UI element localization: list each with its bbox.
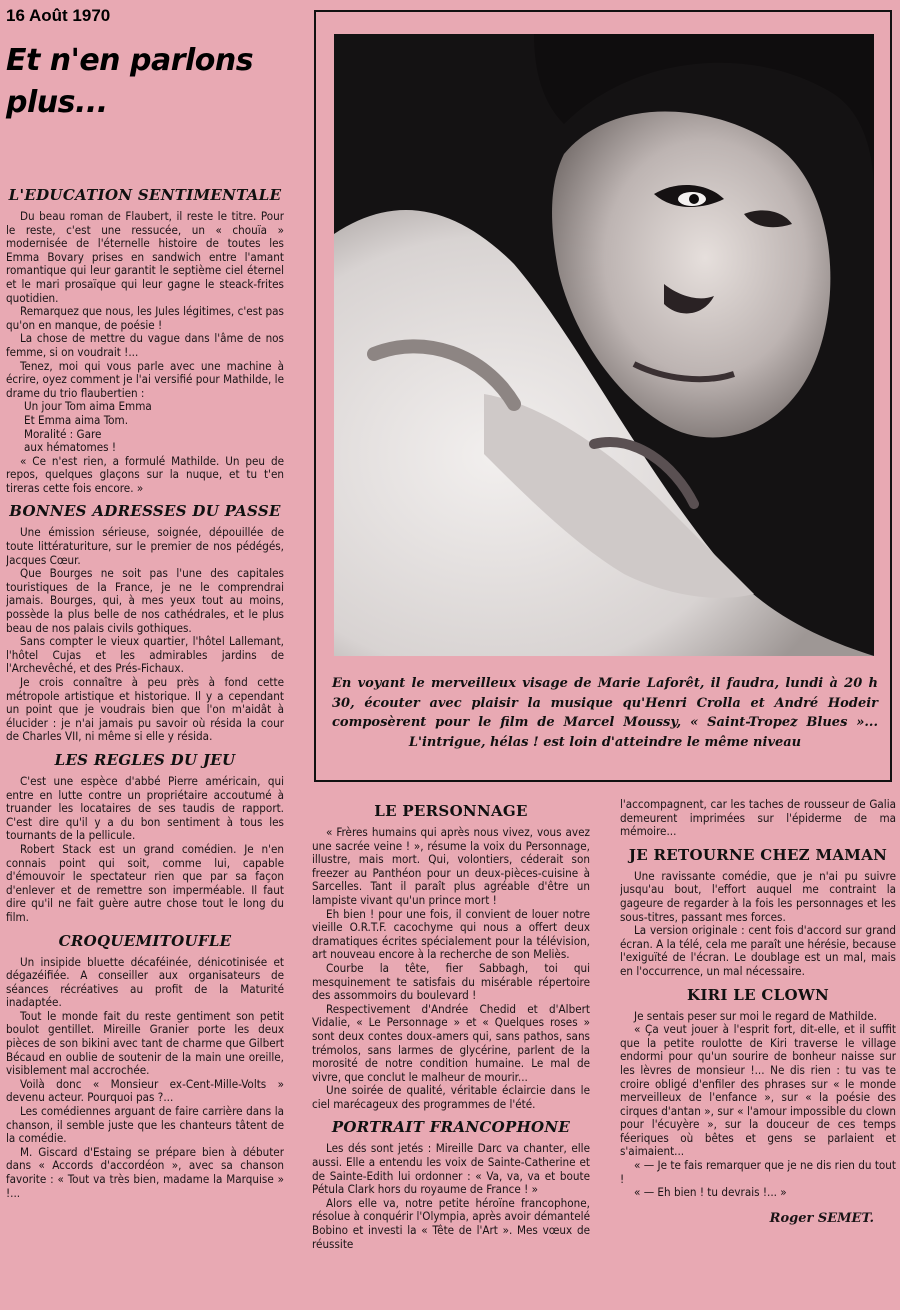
- verse-line: Un jour Tom aima Emma: [24, 399, 152, 414]
- publication-date: 16 Août 1970: [6, 6, 111, 25]
- paragraph: Une émission sérieuse, soignée, dépouillée de toute littératuriture, sur le premier de nos pédégés, Jacques Cœur.: [6, 525, 284, 567]
- paragraph: La version originale : cent fois d'accord sur grand écran. A la télé, cela me paraît une hérésie, because l'exiguïté de l'écran. Le doublage est un mal, mais en l'occurrence, un mal nécessaire.: [620, 923, 896, 978]
- section-title-je-retourne-chez-maman: JE RETOURNE CHEZ MAMAN: [628, 845, 888, 864]
- paragraph: Les comédiennes arguant de faire carrière dans la chanson, il semble juste que les chanteurs tâtent de la comédie.: [6, 1104, 284, 1146]
- paragraph: Respectivement d'Andrée Chedid et d'Albert Vidalie, « Le Personnage » et « Quelques roses » sont deux contes doux-amers qui, sans pathos, sans trémolos, sans larmes de glycérine, parlent de la morosité de notre condition humaine. Le mal de vivre, que conclut le malheur de mourir...: [312, 1001, 590, 1084]
- paragraph: Voilà donc « Monsieur ex-Cent-Mille-Volts » devenu acteur. Pourquoi pas ?...: [6, 1076, 284, 1105]
- paragraph: Tout le monde fait du reste gentiment son petit boulot gentillet. Mireille Granier porte les deux pièces de son bikini avec tant de charme que Gilbert Bécaud en oublie de soutenir de la main une oreille, visiblement mal accrochée.: [6, 1008, 284, 1078]
- section-title-education: L'EDUCATION SENTIMENTALE: [8, 186, 282, 204]
- photo-caption: En voyant le merveilleux visage de Marie Laforêt, il faudra, lundi à 20 h 30, écouter avec plaisir la musique qu'Henri Crolla et André Hodeir composèrent pour le film de Marcel Moussy, « Saint-Tropez Blues »... L'intrigue, hélas ! est loin d'atteindre le même niveau: [332, 676, 878, 750]
- column-left: [6, 182, 284, 1310]
- paragraph: « Ça veut jouer à l'esprit fort, dit-elle, et il suffit que la petite roulotte de Kiri traverse le village endormi pour qu'un sourire de bonheur naisse sur les lèvres de monsieur !... Ne dis rien : tu vas te croire obligé d'enfiler des phrases sur « le monde merveilleux de l'enfance », sur « la poésie des cirques d'antan », sur « l'amour impossible du clown pour l'écuyère », sur la douceur de ces temps féeriques où bêtes et gens se parlaient et s'aimaient...: [620, 1022, 896, 1159]
- paragraph: Les dés sont jetés : Mireille Darc va chanter, elle aussi. Elle a entendu les voix de Sainte-Catherine et de Sainte-Edith lui ordonner : « Va, va, va et boute Pétula Clark hors du royaume de France ! »: [312, 1141, 590, 1197]
- paragraph: Alors elle va, notre petite héroïne francophone, résolue à conquérir l'Olympia, après avoir démantelé Bobino et investi la « Tête de l'Art ». Mes vœux de réussite: [312, 1195, 590, 1251]
- paragraph: Tenez, moi qui vous parle avec une machine à écrire, oyez comment je l'ai versifié pour Mathilde, le drame du trio flaubertien :: [6, 358, 284, 400]
- section-title-le-personnage: LE PERSONNAGE: [374, 802, 528, 820]
- paragraph: Je sentais peser sur moi le regard de Mathilde.: [634, 1008, 877, 1023]
- photo-box: [314, 10, 892, 782]
- paragraph: Du beau roman de Flaubert, il reste le titre. Pour le reste, c'est une ressucée, un « chouïa » modernisée de l'éternelle histoire de toutes les Emma Bovary prises en sandwich entre l'amant romantique qui leur garantit le septième ciel éternel et le mari prosaïque qui leur gagne le steack-frites quotidien.: [6, 209, 284, 305]
- portrait-photo: [334, 34, 874, 656]
- column-middle: [312, 798, 590, 1310]
- section-title-croquemitoufle: CROQUEMITOUFLE: [58, 931, 232, 950]
- paragraph: Je crois connaître à peu près à fond cette métropole artistique et historique. Il y a cependant un point que je voudrais bien que l'on m'aidât à élucider : je n'ai jamais pu savoir où résida la cour de Charles VII, ni même si elle y résida.: [6, 675, 284, 744]
- page-headline: Et n'en parlons plus...: [6, 43, 254, 120]
- verse-line: Et Emma aima Tom.: [24, 412, 129, 427]
- section-title-portrait-francophone: PORTRAIT FRANCOPHONE: [331, 1118, 571, 1137]
- paragraph: Sans compter le vieux quartier, l'hôtel Lallemant, l'hôtel Cujas et les admirables jardins de l'Archevêché, et des Prés-Fichaux.: [6, 634, 284, 676]
- paragraph: La chose de mettre du vague dans l'âme de nos femme, si on voudrait !...: [6, 331, 284, 359]
- paragraph: « Ce n'est rien, a formulé Mathilde. Un peu de repos, quelques glaçons sur la nuque, et tu t'en tireras cette fois encore. »: [6, 453, 284, 495]
- column-right: [620, 798, 896, 1310]
- verse-line: Moralité : Gare: [24, 426, 102, 441]
- paragraph: Une ravissante comédie, que je n'ai pu suivre jusqu'au bout, l'effort auquel me contraint la gageure de regarder à la fois les personnages et les sous-titres, passant mes forces.: [620, 868, 896, 924]
- paragraph: « — Eh bien ! tu devrais !... »: [634, 1185, 787, 1200]
- paragraph: « Frères humains qui après nous vivez, vous avez une sacrée veine ! », résume la voix du Personnage, illustre, mais mort. Qui, volontiers, céderait son freezer au Panthéon pour un deux-pièces-cuisine à Sarcelles. Tant il paraît plus agréable d'être un lampiste vivant qu'un prince mort !: [312, 825, 590, 907]
- paragraph: Robert Stack est un grand comédien. Je n'en connais point qui soit, comme lui, capable d'émouvoir le spectateur rien que par sa façon d'enlever et de remettre son imperméable. Il faut dire qu'il ne fait guère autre chose tout le long du film.: [6, 841, 284, 924]
- paragraph: Remarquez que nous, les Jules légitimes, c'est pas qu'on en manque, de poésie !: [6, 304, 284, 332]
- paragraph: Courbe la tête, fier Sabbagh, toi qui mesquinement te satisfais du misérable répertoire des assommoirs du boulevard !: [312, 960, 590, 1003]
- paragraph: Une soirée de qualité, véritable éclaircie dans le ciel marécageux des programmes de l'été.: [312, 1083, 590, 1111]
- section-title-kiri-le-clown: KIRI LE CLOWN: [687, 985, 829, 1004]
- verse-line: aux hématomes !: [24, 440, 117, 455]
- paragraph: Eh bien ! pour une fois, il convient de louer notre vieille O.R.T.F. cacochyme qui nous a offert deux dramatiques écrites spécialement pour la télévision, art nouveau encore à la recherche de son Meliès.: [312, 906, 590, 962]
- section-title-regles-du-jeu: LES REGLES DU JEU: [54, 750, 236, 769]
- author-signature: Roger SEMET.: [769, 1210, 874, 1226]
- paragraph: C'est une espèce d'abbé Pierre américain, qui entre en lutte contre un propriétaire accoutumé à truander les locataires de ses taudis de rapport. C'est dire qu'il y a du bon sentiment à tous les tournants de la pellicule.: [6, 773, 284, 843]
- paragraph: M. Giscard d'Estaing se prépare bien à débuter dans « Accords d'accordéon », avec sa chanson favorite : « Tout va très bien, madame la Marquise » !...: [6, 1144, 284, 1200]
- section-title-bonnes-adresses: BONNES ADRESSES DU PASSE: [9, 502, 281, 521]
- paragraph: « — Je te fais remarquer que je ne dis rien du tout !: [620, 1158, 896, 1186]
- paragraph: Que Bourges ne soit pas l'une des capitales touristiques de la France, je ne le comprendrai jamais. Bourges, qui, à mes yeux tout au moins, possède la plus belle de nos cathédrales, et le plus beau de nos palais civils gothiques.: [6, 566, 284, 635]
- paragraph: l'accompagnent, car les taches de rousseur de Galia demeurent imprimées sur l'épiderme de ma mémoire...: [620, 798, 896, 839]
- paragraph: Un insipide bluette décaféinée, dénicotinisée et dégazéifiée. A conseiller aux organisateurs de séances récréatives au profit de la Maturité inadaptée.: [6, 954, 284, 1010]
